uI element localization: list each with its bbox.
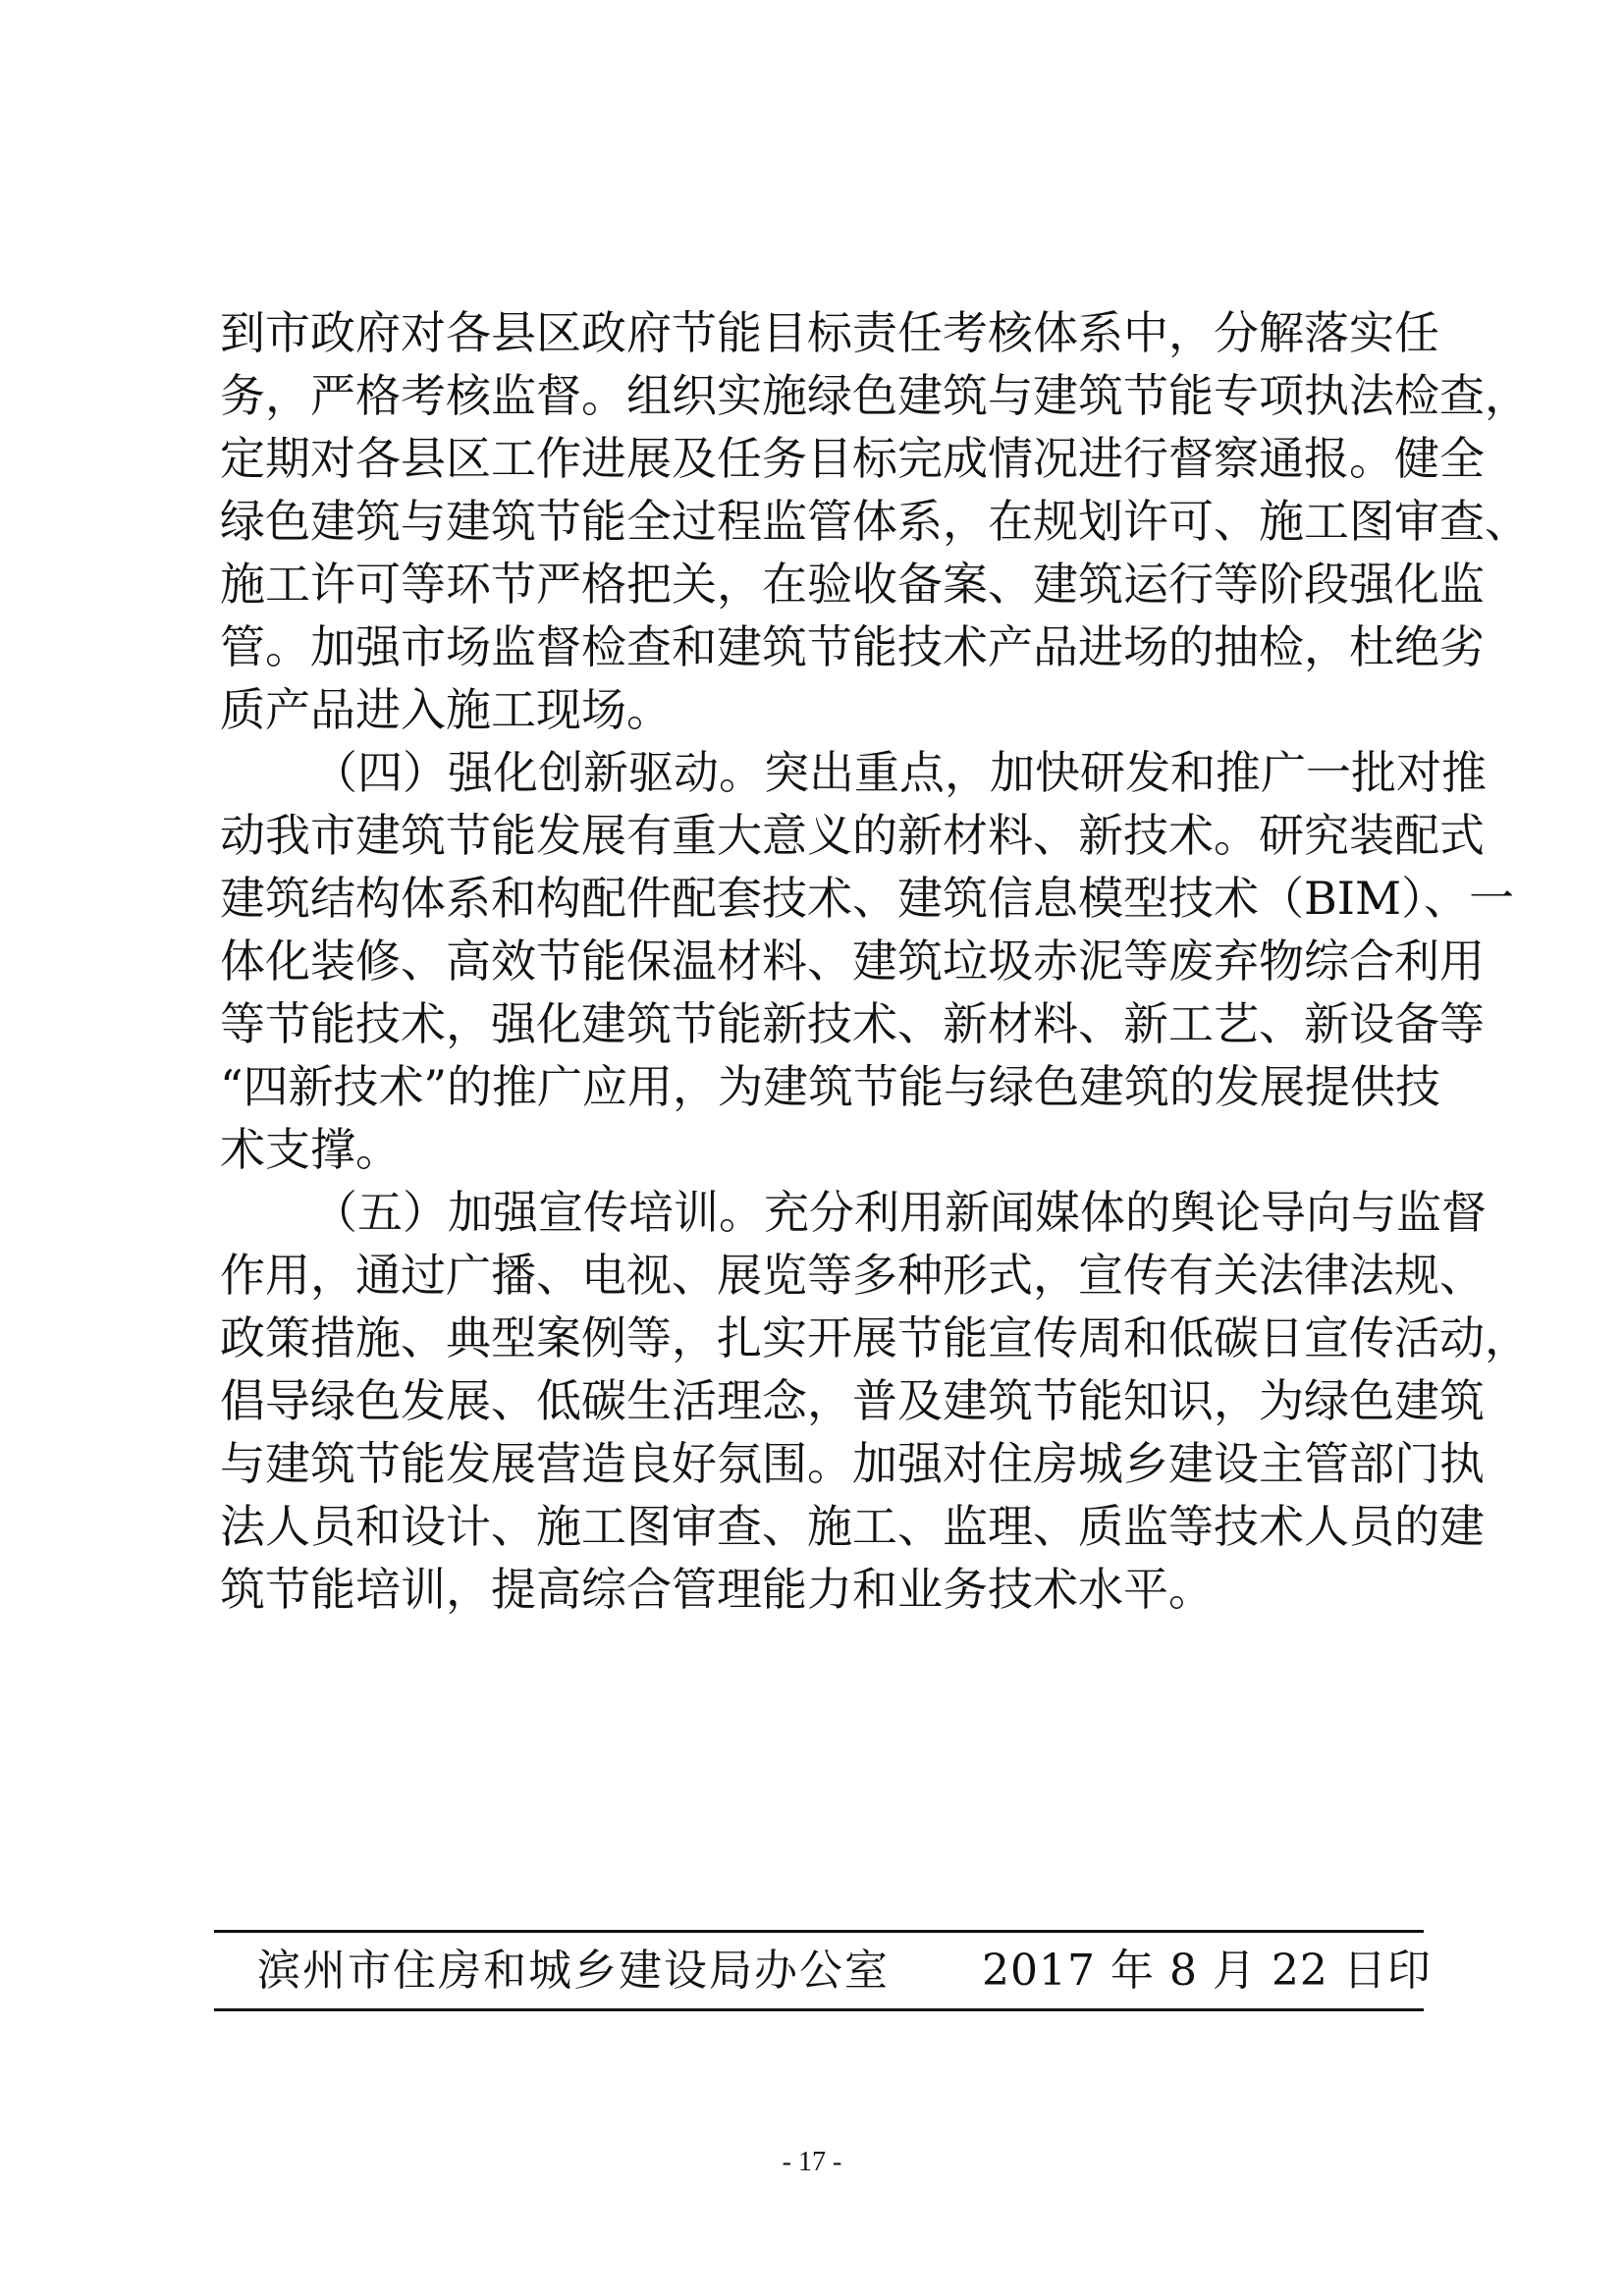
- print-date: 2017 年 8 月 22 日印: [982, 1946, 1432, 1996]
- body-text-line: 等节能技术，强化建筑节能新技术、新材料、新工艺、新设备等: [220, 997, 1485, 1050]
- body-text-line: 建筑结构体系和构配件配套技术、建筑信息模型技术（BIM）、一: [220, 872, 1515, 925]
- body-text-line: 体化装修、高效节能保温材料、建筑垃圾赤泥等废弃物综合利用: [220, 934, 1485, 988]
- body-text-line: 到市政府对各县区政府节能目标责任考核体系中，分解落实任: [220, 306, 1439, 359]
- body-text-line: 筑节能培训，提高综合管理能力和业务技术水平。: [220, 1563, 1214, 1616]
- page-number: - 17 -: [782, 2147, 842, 2177]
- body-text-line: 管。加强市场监督检查和建筑节能技术产品进场的抽检，杜绝劣: [220, 620, 1485, 673]
- body-text-line: 作用，通过广播、电视、展览等多种形式，宣传有关法律法规、: [220, 1249, 1485, 1302]
- section-four-heading-line: （四）强化创新驱动。突出重点，加快研发和推广一批对推: [312, 746, 1487, 799]
- body-text-line: 倡导绿色发展、低碳生活理念，普及建筑节能知识，为绿色建筑: [220, 1374, 1485, 1427]
- section-five-heading-line: （五）加强宣传培训。充分利用新闻媒体的舆论导向与监督: [312, 1186, 1487, 1239]
- body-text-line: 施工许可等环节严格把关，在验收备案、建筑运行等阶段强化监: [220, 558, 1485, 611]
- body-text-line: 法人员和设计、施工图审查、施工、监理、质监等技术人员的建: [220, 1500, 1485, 1553]
- footer-bottom-rule: [214, 2008, 1424, 2011]
- body-text-line: 术支撑。: [220, 1123, 401, 1176]
- body-text-line: 务，严格考核监督。组织实施绿色建筑与建筑节能专项执法检查，: [220, 369, 1530, 422]
- footer-top-rule: [214, 1930, 1424, 1933]
- body-text-line: 质产品进入施工现场。: [220, 683, 672, 736]
- body-text-line: 绿色建筑与建筑节能全过程监管体系，在规划许可、施工图审查、: [220, 495, 1530, 548]
- body-text-line: 与建筑节能发展营造良好氛围。加强对住房城乡建设主管部门执: [220, 1437, 1485, 1490]
- body-text-line: 政策措施、典型案例等，扎实开展节能宣传周和低碳日宣传活动，: [220, 1311, 1530, 1364]
- body-text-line: 定期对各县区工作进展及任务目标完成情况进行督察通报。健全: [220, 432, 1485, 485]
- body-text-line: 动我市建筑节能发展有重大意义的新材料、新技术。研究装配式: [220, 809, 1485, 862]
- body-text-line: “四新技术”的推广应用，为建筑节能与绿色建筑的发展提供技: [220, 1060, 1441, 1113]
- issuing-office: 滨州市住房和城乡建设局办公室: [257, 1946, 890, 1996]
